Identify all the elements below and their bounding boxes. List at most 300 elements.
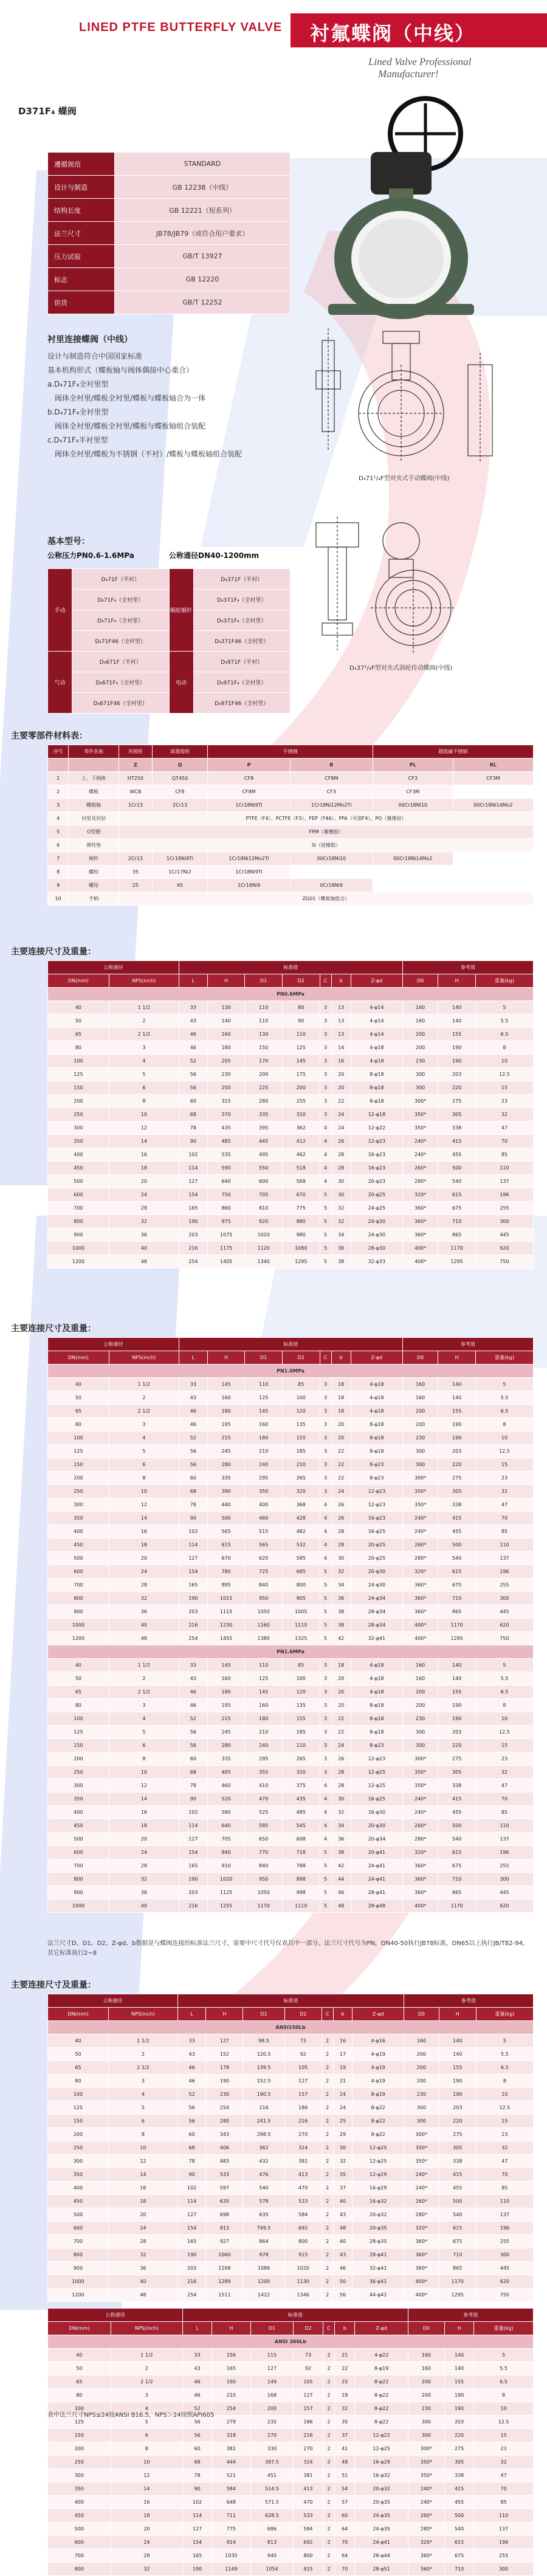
dims-cell: 110 — [282, 1028, 320, 1041]
dims-cell: 56 — [177, 2101, 206, 2115]
dims-cell: 196 — [475, 1188, 533, 1202]
dims-cell: 360* — [402, 1202, 438, 1215]
dims-cell: 43 — [177, 2048, 206, 2061]
dims-cell: 275 — [444, 2442, 473, 2456]
dims-cell: 29 — [333, 2128, 353, 2141]
dims-cell: 125 — [48, 1445, 109, 1458]
dims-cell: 800 — [48, 1873, 109, 1886]
dims-cell: 2 — [322, 2155, 333, 2168]
dims-cell: 900 — [48, 2262, 109, 2275]
materials-cell: 00Cr18Ni14Mo2 — [373, 852, 453, 866]
dims-cell: 540 — [243, 2182, 284, 2195]
materials-cell: 1Cr18Ni12Mo2Ti — [208, 852, 291, 866]
dims-cell: 130 — [207, 1001, 245, 1014]
dims-cell: 110 — [245, 1014, 283, 1028]
materials-sub: P — [208, 759, 291, 772]
dims-cell: 16-φ25 — [351, 1525, 402, 1538]
dims-cell: 400* — [402, 1899, 438, 1913]
dims-header-row — [48, 1351, 534, 1365]
dims-cell: 400* — [402, 1242, 438, 1255]
dims-cell: 46 — [333, 2262, 353, 2275]
dims-cell: 5 — [320, 1202, 331, 1215]
dims-cell: 203 — [438, 1068, 476, 1081]
dims-header: C — [322, 2008, 333, 2021]
dims-row — [48, 1766, 534, 1779]
dims-cell: 160 — [408, 2362, 444, 2375]
dims-cell: 260* — [402, 1819, 438, 1833]
dims-cell: 32 — [475, 1108, 533, 1121]
dims-cell: 24-φ30 — [351, 1228, 402, 1242]
dims-cell: 270 — [250, 2429, 294, 2442]
dims-cell: 2 — [322, 2222, 333, 2235]
dims-header: C — [320, 1351, 331, 1365]
dims-cell: 295 — [245, 1472, 283, 1485]
dims-cell: 3 — [320, 1739, 331, 1752]
group-pneumatic: 气动 — [48, 652, 72, 714]
materials-cell: CF3M — [453, 772, 533, 785]
dims-cell: 40 — [48, 2034, 109, 2048]
dims-group-nominal: 公称通径 — [48, 1338, 179, 1351]
dims-cell: 73 — [284, 2034, 322, 2048]
dims-cell: 482 — [282, 1525, 320, 1538]
dims-header-row — [48, 2008, 534, 2021]
dims-cell: 444 — [212, 2456, 250, 2469]
dims-row — [48, 2482, 534, 2496]
dims-cell: 270 — [294, 2442, 323, 2456]
dims-cell: 8 — [474, 2389, 534, 2402]
dims-cell: 355 — [245, 1766, 283, 1779]
dims-cell: 16-φ32 — [353, 2195, 404, 2208]
dims-cell: 12.5 — [475, 1068, 533, 1081]
dims-cell: 395 — [245, 1121, 283, 1135]
materials-cell: 2Cr13 — [119, 852, 152, 866]
materials-row — [48, 852, 534, 866]
dims-group-standard: 标准值 — [177, 1994, 404, 2008]
dims-cell: 200 — [404, 2061, 439, 2075]
dims-cell: 154 — [177, 2222, 206, 2235]
dims-cell: 80 — [48, 1041, 109, 1055]
dims-header: NPS(inch) — [108, 2008, 177, 2021]
dims-cell: 154 — [179, 1846, 207, 1859]
dims-cell: 400 — [48, 1148, 109, 1162]
basic-model-row — [48, 569, 291, 590]
dims-cell: 275 — [438, 1752, 476, 1766]
dims-cell: 800 — [282, 1579, 320, 1592]
materials-cell: 0Cr18Ni9 — [290, 879, 373, 892]
spec-key: 结构长度 — [48, 199, 115, 222]
dims-cell: 37 — [333, 2182, 353, 2195]
dims-cell: 137 — [475, 1833, 533, 1846]
dims-cell: 500 — [48, 2208, 109, 2222]
dims-cell: 152.5 — [243, 2075, 284, 2088]
dims-cell: 320* — [408, 2536, 444, 2549]
dims-cell: 540 — [444, 2523, 473, 2536]
dims-cell: 1 1/2 — [111, 2349, 182, 2362]
materials-cell: 1Cr18Ni12Mo2Ti — [290, 799, 373, 812]
dims-cell: 800 — [48, 1215, 109, 1228]
dims-cell: 56 — [182, 2429, 212, 2442]
dims-row — [48, 1055, 534, 1068]
dims-row — [48, 1405, 534, 1418]
dims-cell: 33 — [179, 1001, 207, 1014]
dims-cell: 4-φ14 — [351, 1028, 402, 1041]
dims-cell: 203 — [439, 2101, 476, 2115]
dims-band: ANSI150Lb — [48, 2021, 534, 2034]
dims-cell: 20-φ35 — [353, 2222, 404, 2235]
dims-cell: 19 — [333, 2061, 353, 2075]
dims-cell: 360* — [404, 2235, 439, 2248]
materials-sub-blank — [48, 759, 69, 772]
dims-cell: 200 — [408, 2389, 444, 2402]
dims-cell: 32 — [109, 1592, 179, 1605]
dims-header: H — [438, 1351, 476, 1365]
dims-cell: 12-φ25 — [351, 1766, 402, 1779]
dims-cell: 26 — [331, 1512, 351, 1525]
spec-value: STANDARD — [115, 153, 291, 176]
dims-cell: 8 — [475, 1699, 533, 1712]
dims-cell: 298.5 — [243, 2128, 284, 2141]
dims-cell: 190 — [438, 1712, 476, 1726]
dims-cell: 160 — [207, 1391, 245, 1405]
dims-cell: 1295 — [438, 1255, 476, 1269]
dims-group-row — [48, 1338, 534, 1351]
header-title-cn: 衬氟蝶阀（中线） — [310, 22, 476, 45]
dims-cell: 368 — [282, 1498, 320, 1512]
dims-cell: 1455 — [207, 1632, 245, 1645]
dims-cell: 4 — [320, 1148, 331, 1162]
dims-cell: 360* — [402, 1228, 438, 1242]
dims-cell: 40 — [48, 1378, 109, 1391]
dims-cell: 3 — [320, 1028, 331, 1041]
dims-cell: 455 — [439, 2182, 476, 2195]
materials-cell: 1Cr17Ni2 — [152, 866, 207, 879]
group-electric: 电动 — [169, 652, 193, 714]
dims-cell: 4-φ18 — [351, 1391, 402, 1405]
dims-cell: 18 — [109, 1162, 179, 1175]
dims-cell: 4 — [320, 1512, 331, 1525]
dims-cell: 110 — [476, 2195, 533, 2208]
dims-cell: 50 — [48, 2362, 111, 2375]
dims-row — [48, 1819, 534, 1833]
dims-cell: 455 — [438, 1806, 476, 1819]
dims-cell: 338 — [439, 2155, 476, 2168]
dims-header: 重量(kg) — [475, 974, 533, 988]
dims-cell: 21 — [333, 2075, 353, 2088]
dims-cell: 1160 — [245, 1619, 283, 1632]
dims-cell: 12-φ25 — [353, 2155, 404, 2168]
dims-row — [48, 1418, 534, 1431]
dims-cell: 34 — [331, 1819, 351, 1833]
dims-row — [48, 2101, 534, 2115]
dims-cell: 23 — [474, 2442, 534, 2456]
dims-cell: 5 — [320, 1873, 331, 1886]
dims-cell: 33 — [179, 1378, 207, 1391]
dims-cell: 32-φ41 — [351, 1632, 402, 1645]
dims-cell: 280 — [245, 1095, 283, 1108]
dims-cell: 28 — [111, 2549, 182, 2563]
dims-cell: 12 — [108, 2155, 177, 2168]
dims-cell: 140 — [438, 1659, 476, 1672]
materials-cell: 阀杆 — [69, 852, 119, 866]
dims-cell: 190 — [439, 2075, 476, 2088]
dims-header: L — [179, 974, 207, 988]
dims-cell: 46 — [177, 2061, 206, 2075]
dims-cell: 32 — [476, 2141, 533, 2155]
dims-cell: 8 — [108, 2128, 177, 2141]
dims-cell: 125 — [245, 1672, 283, 1686]
dims-cell: 2 — [322, 2075, 333, 2088]
materials-cell: 1 — [48, 772, 69, 785]
materials-cell: 上、下阀体 — [69, 772, 119, 785]
dims-cell: 500 — [439, 2195, 476, 2208]
dims-cell: 40 — [48, 1001, 109, 1014]
dims-cell: 127 — [179, 1175, 207, 1188]
dims-cell: 540 — [438, 1833, 476, 1846]
dims-cell: 2 — [109, 1014, 179, 1028]
dims-cell: 145 — [282, 1055, 320, 1068]
dims-cell: 998 — [282, 1886, 320, 1899]
dims-cell: 1 1/2 — [108, 2034, 177, 2048]
dims-cell: 46 — [179, 1041, 207, 1055]
dims-cell: 370 — [207, 1108, 245, 1121]
dims-cell: 140 — [444, 2362, 473, 2375]
dims-cell: 32 — [109, 1873, 179, 1886]
dims-cell: 350* — [402, 1766, 438, 1779]
dims-cell: 865 — [438, 1886, 476, 1899]
dims-cell: 920 — [245, 1215, 283, 1228]
dims-cell: 28-φ35 — [353, 2235, 404, 2248]
dims-cell: 60 — [182, 2442, 212, 2456]
dims-cell: 16-φ29 — [353, 2182, 404, 2195]
dims-header: D2 — [282, 974, 320, 988]
dims-cell: 80 — [48, 1699, 109, 1712]
dims-cell: 18 — [331, 1405, 351, 1418]
dims-cell: 24-φ35 — [355, 2523, 408, 2536]
dims-cell: 25 — [335, 2375, 355, 2389]
materials-row — [48, 785, 534, 799]
dims-cell: 4 — [320, 1135, 331, 1148]
dims-cell: 350* — [402, 1498, 438, 1512]
dims-cell: 600 — [48, 1846, 109, 1859]
dims-cell: 4 — [320, 1779, 331, 1793]
dims-cell: 28 — [331, 1538, 351, 1552]
dims-cell: 32 — [108, 2248, 177, 2262]
description-line: 阀体全衬里/蝶板为不锈钢（不衬）/蝶板与蝶板轴组合装配 — [47, 450, 243, 458]
dims-cell: 57 — [335, 2496, 355, 2509]
dims-cell: 25 — [333, 2115, 353, 2128]
dims-cell: 80 — [48, 2075, 109, 2088]
dims-cell: 22 — [331, 1458, 351, 1472]
dims-cell: 245 — [207, 1726, 245, 1739]
dims-cell: 24 — [331, 1121, 351, 1135]
dims-cell: 300 — [402, 1445, 438, 1458]
dims-header: Z-φd — [351, 974, 402, 988]
dims-row — [48, 2155, 534, 2168]
dims-cell: 350* — [408, 2469, 444, 2482]
dims-cell: 350 — [245, 1485, 283, 1498]
dims-cell: 32 — [333, 2155, 353, 2168]
dims-row — [48, 1552, 534, 1565]
dims-cell: 50 — [48, 2048, 109, 2061]
dims-header: H — [206, 2008, 243, 2021]
dims-cell: 240* — [402, 1806, 438, 1819]
dims-cell: 155 — [444, 2375, 473, 2389]
dims-cell: 120.5 — [243, 2048, 284, 2061]
dims-cell: 78 — [182, 2469, 212, 2482]
dims-row — [48, 1793, 534, 1806]
dims-cell: 280* — [408, 2523, 444, 2536]
dims-cell: 445 — [475, 1605, 533, 1619]
dims-header: b — [335, 2322, 355, 2335]
dims-cell: 265 — [282, 1752, 320, 1766]
dims-cell: 12-φ22 — [355, 2429, 408, 2442]
dims-cell: 56 — [179, 1739, 207, 1752]
dims-row — [48, 1632, 534, 1645]
dims-cell: 155 — [282, 1431, 320, 1445]
dims-row — [48, 2075, 534, 2088]
dims-cell: 50 — [48, 1391, 109, 1405]
dims-cell: 12-φ25 — [355, 2442, 408, 2456]
materials-cell: QT450 — [152, 772, 207, 785]
dims-cell: 46 — [179, 1405, 207, 1418]
dims-cell: 533 — [294, 2509, 323, 2523]
dims-cell: 32 — [475, 1485, 533, 1498]
dims-cell: 1170 — [245, 1899, 283, 1913]
dims-header: D2 — [284, 2008, 322, 2021]
dims-row — [48, 2262, 534, 2275]
dims-cell: 1 1/2 — [109, 1659, 179, 1672]
dims-cell: 65 — [48, 1405, 109, 1418]
dims2-note: 法兰尺寸D、D1、D2、Z-φd、b数据是与蝶阀连接的标准法兰尺寸，需要中尺寸代号仅表其中一部分。法兰尺寸代号为PN，DN40-50执行JB78标准，DN65以上执行JB/T82-94，其它标准执行2~8 — [47, 1940, 529, 1957]
dims-cell: 4-φ19 — [353, 2075, 404, 2088]
dims-cell: 47 — [474, 2469, 534, 2482]
dims-cell: 145 — [245, 1686, 283, 1699]
dims-cell: 1120 — [245, 1242, 283, 1255]
dims-cell: 24 — [109, 1188, 179, 1202]
dims-cell: 360* — [402, 1592, 438, 1605]
dims-cell: 165 — [182, 2549, 212, 2563]
dims-cell: 43 — [333, 2248, 353, 2262]
dims-cell: 405 — [207, 1766, 245, 1779]
dims-cell: 140 — [439, 2048, 476, 2061]
worm-valve-drawing — [298, 517, 529, 656]
dims-cell: 220 — [438, 1739, 476, 1752]
dims-cell: 895 — [207, 1579, 245, 1592]
dims-cell: 155 — [438, 1405, 476, 1418]
dims-cell: 1005 — [282, 1605, 320, 1619]
dims-cell: 8-φ22 — [355, 2402, 408, 2416]
dims-cell: 2 — [109, 1391, 179, 1405]
dims-cell: 686 — [250, 2523, 294, 2536]
dims-cell: 305 — [439, 2141, 476, 2155]
dims-cell: 40 — [333, 2195, 353, 2208]
dims-cell: 20 — [109, 1175, 179, 1188]
dims-cell: 36 — [331, 1592, 351, 1605]
materials-cell: 蝶板轴 — [69, 799, 119, 812]
dims-cell: 860 — [207, 1202, 245, 1215]
materials-cell: FPM（氟橡胶） — [119, 825, 533, 839]
dims-cell: 10 — [109, 1766, 179, 1779]
dims-cell: 22 — [335, 2362, 355, 2375]
dims-cell: 78 — [177, 2155, 206, 2168]
dims-cell: 125 — [48, 1726, 109, 1739]
dims-cell: 518 — [282, 1162, 320, 1175]
dims-row — [48, 1228, 534, 1242]
dims-cell: 1000 — [48, 2275, 109, 2288]
dims-cell: 203 — [177, 2262, 206, 2275]
dims-cell: 24 — [333, 2088, 353, 2101]
dims-row — [48, 2208, 534, 2222]
dims-cell: 43 — [333, 2208, 353, 2222]
materials-cell: CF8M — [208, 785, 291, 799]
dims-cell: 24-φ34 — [351, 1592, 402, 1605]
dims-cell: 432 — [243, 2155, 284, 2168]
dims-cell: 40 — [109, 1242, 179, 1255]
dims-cell: 102 — [177, 2182, 206, 2195]
dims-cell: 1200 — [48, 2288, 109, 2302]
dims-cell: 350* — [402, 1485, 438, 1498]
manual-valve-drawing — [298, 328, 529, 468]
dims-cell: 1000 — [48, 1619, 109, 1632]
dims-cell: 90 — [179, 1793, 207, 1806]
dims-cell: 5 — [320, 1242, 331, 1255]
model-right: D₄371F₄（全衬里） — [193, 610, 291, 631]
dims-group-row — [48, 2309, 534, 2322]
dims-cell: 927 — [206, 2235, 243, 2248]
dims-cell: 840 — [245, 1579, 283, 1592]
spec-row — [48, 199, 291, 222]
dims-cell: 16-φ23 — [351, 1512, 402, 1525]
materials-row — [48, 879, 534, 892]
dims-cell: 260* — [402, 1162, 438, 1175]
dims-cell: 56 — [179, 1081, 207, 1095]
dims-row — [48, 1672, 534, 1686]
dims-cell: 18 — [331, 1659, 351, 1672]
dims-group-standard: 标准值 — [179, 1338, 402, 1351]
materials-head: 超低碳不锈钢 — [373, 745, 533, 759]
dims-cell: 127 — [177, 2208, 206, 2222]
materials-cell: 螺栓 — [69, 866, 119, 879]
materials-cell: 25 — [119, 879, 152, 892]
dims-cell: 300 — [402, 1068, 438, 1081]
dims-cell: 2 — [109, 1672, 179, 1686]
dims-cell: 533 — [206, 2168, 243, 2182]
dims-cell: 22 — [331, 1472, 351, 1485]
dims-cell: 127 — [206, 2034, 243, 2048]
dims-cell: 800 — [48, 1592, 109, 1605]
dims-band-row — [48, 1645, 534, 1659]
dims-cell: 3 — [320, 1095, 331, 1108]
materials-row — [48, 799, 534, 812]
dims-cell: 92 — [284, 2048, 322, 2061]
dims-cell: 12-φ25 — [351, 1779, 402, 1793]
dims-cell: 749.5 — [243, 2222, 284, 2235]
dims-cell: 16 — [109, 1806, 179, 1819]
dims-cell: 70 — [475, 1793, 533, 1806]
dims-cell: 200 — [402, 1418, 438, 1431]
dims-header-row — [48, 2322, 534, 2335]
dims-cell: 28 — [331, 1779, 351, 1793]
dims-cell: 1340 — [245, 1255, 283, 1269]
materials-cell: 6 — [48, 839, 69, 852]
dims-cell: 52 — [177, 2088, 206, 2101]
dims-row — [48, 1242, 534, 1255]
dims-cell: 620 — [245, 1552, 283, 1565]
dims-cell: 330 — [250, 2442, 294, 2456]
dims-cell: 230 — [404, 2088, 439, 2101]
dims-cell: 1115 — [207, 1605, 245, 1619]
dims-cell: 495 — [245, 1148, 283, 1162]
